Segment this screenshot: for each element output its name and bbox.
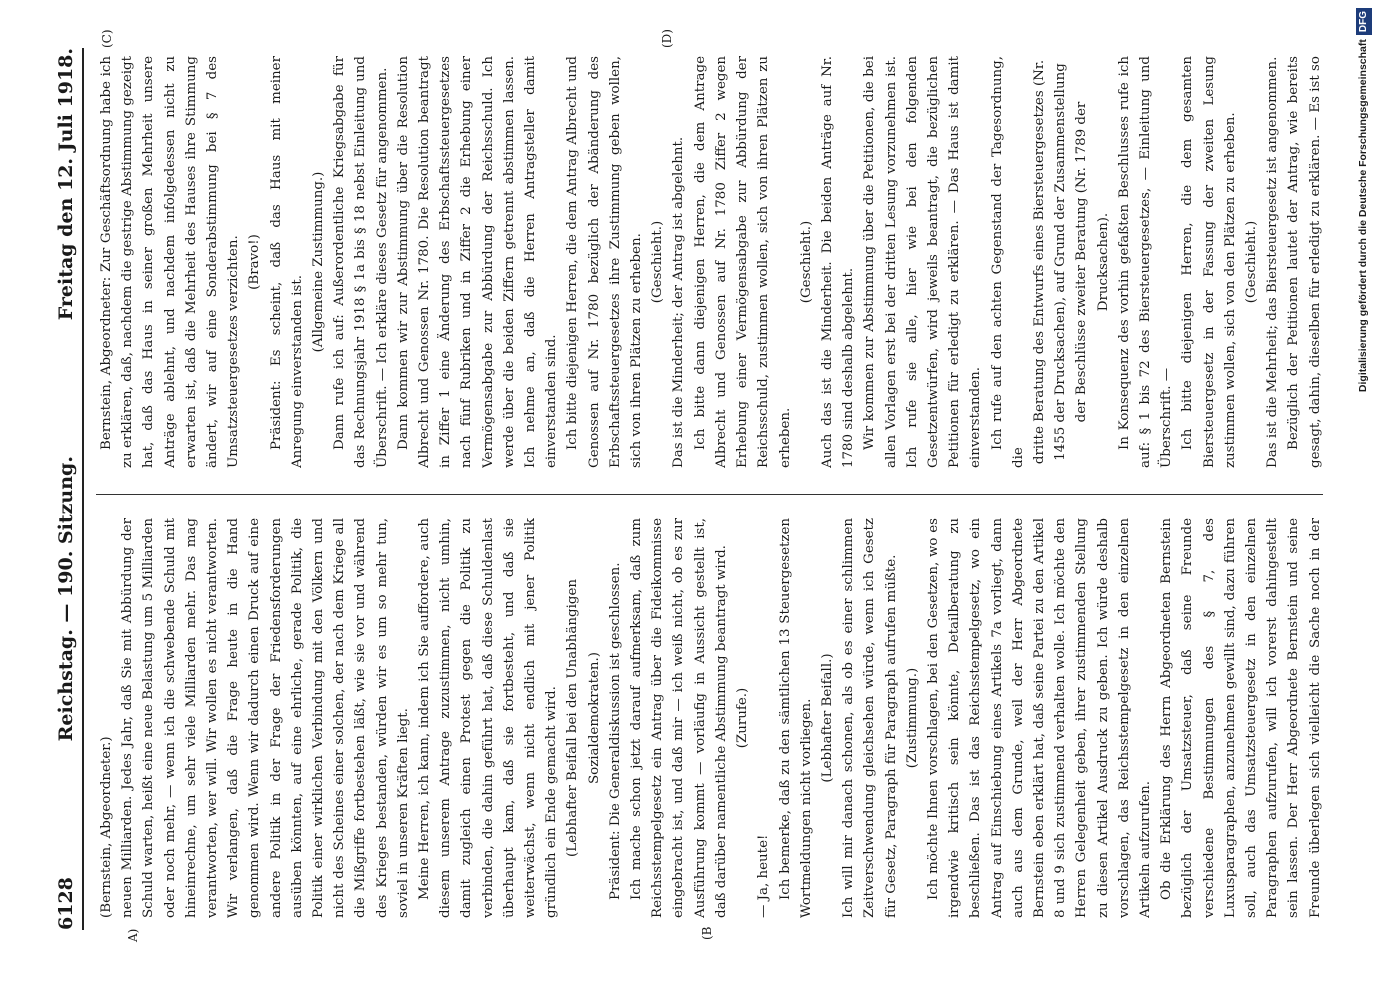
margin-mark-d: (D) [660, 29, 674, 48]
paragraph: In Konsequenz des vorhin gefaßten Beschlusses rufe ich auf: § 1 bis 72 des Biersteuergesetzes, — Einleitung und Überschrift. — [1116, 56, 1175, 468]
paragraph: Ich bitte diejenigen Herren, die dem gesamten Biersteuergesetz in der Fassung der zweiten Lesung zustimmen wollen, sich von den Plätzen zu erheben. [1180, 56, 1238, 468]
paragraph: Ich rufe auf den achten Gegenstand der Tagesordnung, die [989, 56, 1026, 468]
digitization-credit [1355, 8, 1371, 993]
page-number: 6128 [55, 877, 77, 930]
paragraph: Ich will mir danach schonen, als ob es einer schlimmen Zeitverschwendung gleichsehen würde, wenn ich Gesetz für Gesetz, Paragraph für Paragraph aufrufen müßte. [841, 518, 899, 918]
paragraph: Ob die Erklärung des Herrn Abgeordneten Bernstein bezüglich der Umsatzsteuer, daß seine Freunde verschiedene Bestimmungen des § 7, des Luxusparagraphen, anzunehmen gewillt sind, dazu führen soll, auch das Umsatzsteuergesetz in den einzelnen Paragraphen aufzurufen, will ich vorerst dahingestellt sein lassen. Der Herr Abgeordnete Bernstein und seine Freunde überlegen sich vielleicht die Sache noch in der [1159, 518, 1323, 918]
paragraph: — Ja, heute! [756, 834, 772, 918]
paragraph: Ich bitte dann diejenigen Herren, die dem Antrage Albrecht und Genossen auf Nr. 1780 Ziffer 2 wegen Erhebung einer Vermögensabgabe zur Abbürdung der Reichsschuld, zustimmen wollen, sich von ihren Plätzen zu erheben. [692, 56, 793, 468]
session-title: Reichstag. — 190. Sitzung. [55, 456, 77, 742]
paragraph: neuen Milliarden. Jedes Jahr, daß Sie mit Abbürdung der Schuld warten, heißt eine neue Belastung um 5 Milliarden oder noch mehr, — wenn ich die schwebende Schuld mit hineinrechne, um sehr viele Milliarden mehr. Das mag verantworten, wer will. Wir wollen es nicht verantworten. Wir verlangen, daß die Frage heute in die Hand genommen wird. Wenn wir dadurch einen Druck auf eine andere Politik in der Frage der Friedensforderungen ausüben könnten, auf eine ehrliche, gerade Politik, die Politik einer wirklichen Verbindung mit den Völkern und nicht des Scheines einer solchen, der nach dem Kriege all die Mißgriffe fortbestehen läßt, wie sie vor und während des Krieges bestanden, würden wir es um so mehr tun, soviel in unseren Kräften liegt. [120, 518, 411, 918]
paragraph: Das ist die Minderheit; der Antrag ist abgelehnt. [671, 136, 687, 468]
paragraph: Dann rufe ich auf: Außerordentliche Kriegsabgabe für das Rechnungsjahr 1918 § 1a bis § 18 nebst Einleitung und Überschrift. — Ich erkläre dieses Gesetz für angenommen. [332, 56, 390, 468]
margin-mark-c: (C) [100, 29, 114, 48]
paragraph: Ich bitte diejenigen Herren, die dem Antrag Albrecht und Genossen auf Nr. 1780 bezüglich der Abänderung des Erbschaftssteuergesetzes ihre Zustimmung geben wollen, sich von ihren Plätzen zu erheben. [565, 56, 645, 468]
paragraph: (Zustimmung.) [904, 667, 920, 769]
paragraph: Meine Herren, ich kann, indem ich Sie auffordere, auch diesem unserem Antrage zuzustimmen, nicht umhin, damit zugleich einen Protest gegen die Politik zu verbinden, die dahin geführt hat, daß diese Schuldenlast überhaupt kam, daß sie fortbesteht, und daß sie weiterwächst, wenn nicht endlich mit jener Politik gründlich ein Ende gemacht wird. [417, 518, 560, 918]
session-date: Freitag den 12. Juli 1918. [55, 48, 77, 321]
paragraph: Ich mache schon jetzt darauf aufmerksam, daß zum Reichsstempelgesetz ein Antrag über die Fideikommisse eingebracht ist, und daß mir — ich weiß nicht, ob es zur Ausführung kommt — vorläufig in Aussicht gestellt ist, daß darüber namentliche Abstimmung beantragt wird. [629, 518, 729, 918]
paragraph: dritte Beratung des Entwurfs eines Biersteuergesetzes (Nr. 1455 der Drucksachen), auf Grund der Zusammenstellung der Beschlüsse zweiter Beratung (Nr. 1789 der Drucksachen). [1031, 59, 1111, 465]
paragraph: Auch das ist die Minderheit. Die beiden Anträge auf Nr. 1780 sind deshalb abgelehnt. [819, 56, 857, 468]
page-header [50, 48, 84, 930]
paragraph: Präsident: Die Generaldiskussion ist geschlossen. [607, 562, 623, 900]
paragraph: (Lebhafter Beifall.) [819, 653, 835, 783]
paragraph: (Zurufe.) [735, 687, 751, 749]
margin-mark-a: A) [126, 928, 140, 942]
margin-mark-b: (B [700, 926, 714, 940]
paragraph: Ich möchte Ihnen vorschlagen, bei den Gesetzen, wo es irgendwie kritisch sein könnte, Detailberatung zu beschließen. Das ist das Reichsstempelgesetz, wo ein Antrag auf Einschiebung eines Artikels 7a vorliegt, dann auch aus dem Grunde, weil der Herr Abgeordnete Bernstein eben erklärt hat, daß seine Partei zu den Artikel 8 und 9 sich zustimmend verhalten wolle. Ich möchte den Herren Gelegenheit geben, ihrer zustimmenden Stellung zu diesen Artikel Ausdruck zu geben. Ich würde deshalb vorschlagen, das Reichsstempelgesetz in den einzelnen Artikeln aufzurufen. [925, 518, 1153, 918]
paragraph: Dann kommen wir zur Abstimmung über die Resolution Albrecht und Genossen Nr. 1780. Die Resolution beantragt in Ziffer 1 eine Änderung des Erbschaftssteuergesetzes nach fünf Rubriken und in Ziffer 2 die Erhebung einer Vermögensabgabe zur Abbürdung der Reichsschuld. Ich werde über die beiden Ziffern getrennt abstimmen lassen. Ich nehme an, daß die Herren Antragsteller damit einverstanden sind. [395, 56, 560, 468]
paragraph: (Geschieht.) [1243, 220, 1259, 304]
right-text-column [96, 56, 1323, 468]
paragraph: Wir kommen zur Abstimmung über die Petitionen, die bei allen Vorlagen erst bei der dritten Lesung vorzunehmen ist. Ich rufe sie alle, hier wie bei den folgenden Gesetzentwürfen, wird jeweils beantragt, die bezüglichen Petitionen für erledigt zu erklären. — Das Haus ist damit einverstanden. [862, 56, 984, 468]
paragraph: (Geschieht.) [798, 220, 814, 304]
paragraph: Bernstein, Abgeordneter: Zur Geschäftsordnung habe ich zu erklären, daß, nachdem die gestrige Abstimmung gezeigt hat, daß das Haus in seiner großen Mehrheit unsere Anträge ablehnt, und nachdem infolgedessen nicht zu erwarten ist, daß die Mehrheit des Hauses ihre Stimmung ändert, wir auf eine Sonderabstimmung bei § 7 des Umsatzsteuergesetzes verzichten. [99, 56, 242, 468]
paragraph: (Allgemeine Zustimmung.) [311, 171, 327, 353]
paragraph: Ich bemerke, daß zu den sämtlichen 13 Steuergesetzen Wortmeldungen nicht vorliegen. [777, 518, 814, 918]
column-divider [96, 494, 1323, 495]
dfg-logo: DFG [1356, 8, 1372, 35]
left-text-column [96, 518, 1323, 918]
paragraph: (Geschieht.) [650, 220, 666, 304]
paragraph: Präsident: Es scheint, daß das Haus mit meiner Anregung einverstanden ist. [268, 56, 305, 468]
paragraph: (Bravo!) [247, 234, 263, 290]
paragraph: (Bernstein, Abgeordneter.) [99, 736, 114, 918]
credit-text: Digitalisierung gefördert durch die Deutsche Forschungsgemeinschaft [1357, 39, 1369, 393]
paragraph: Das ist die Mehrheit; das Biersteuergesetz ist angenommen. [1265, 56, 1281, 468]
paragraph: (Lebhafter Beifall bei den Unabhängigen Sozialdemokraten.) [565, 578, 602, 858]
paragraph: Bezüglich der Petitionen lautet der Antrag, wie bereits gesagt, dahin, dieselben für erledigt zu erklären. — Es ist so [1286, 56, 1323, 468]
